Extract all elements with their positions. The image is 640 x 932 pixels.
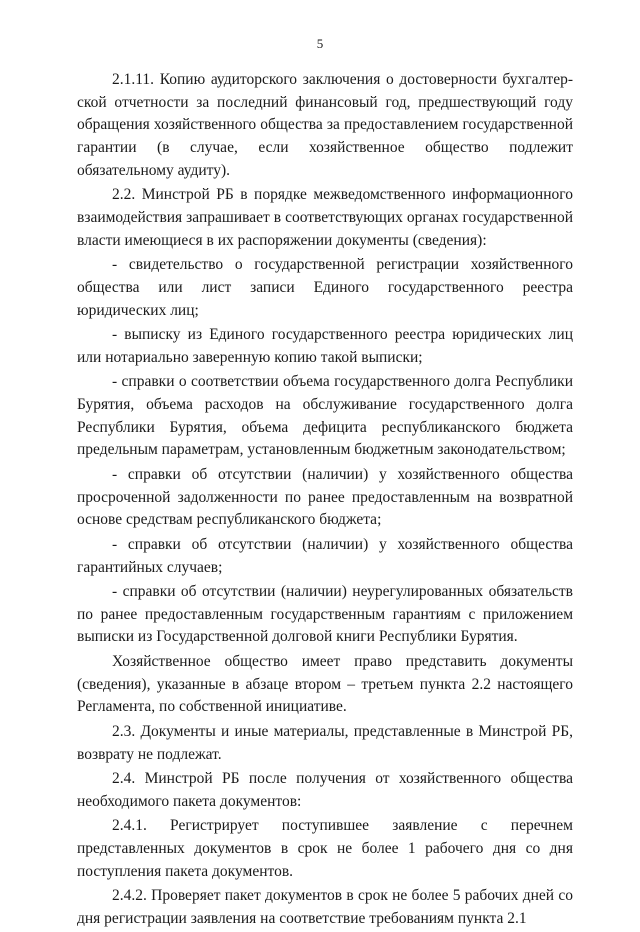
- paragraph-2-4-2: 2.4.2. Проверяет пакет документов в срок не более 5 рабочих дней со дня регистрации заявления на соответствие требованиям пункта 2.1: [77, 887, 573, 927]
- list-item-registry-extract: - выписку из Единого государственного реестра юридических лиц или нотариально заверенную копию такой выписки;: [77, 326, 573, 366]
- list-item-unsettled-obligations: - справки об отсутствии (наличии) неурегулированных обязательств по ранее предоставленным государственным гарантиям с приложением выписки из Государственной долговой книги Республики Бурятия.: [77, 583, 573, 646]
- paragraph-2-4-1: 2.4.1. Регистрирует поступившее заявление с перечнем представленных документов в срок не более 1 рабочего дня со дня поступления пакета документов.: [77, 817, 573, 880]
- paragraph-2-3: 2.3. Документы и иные материалы, представленные в Минстрой РБ, возврату не подлежат.: [77, 722, 573, 763]
- list-item-registration-certificate: - свидетельство о государственной регистрации хозяйственного общества или лист записи Единого государственного реестра юридических лиц;: [77, 256, 573, 319]
- paragraph-own-initiative: Хозяйственное общество имеет право представить документы (сведения), указанные в абзаце втором – третьем пункта 2.2 настоящего Регламента, по собственной инициативе.: [77, 652, 573, 716]
- document-body: [77, 69, 573, 932]
- list-item-overdue-debt: - справки об отсутствии (наличии) у хозяйственного общества просроченной задолженности по ранее предоставленным на возвратной основе средствам республиканского бюджета;: [77, 465, 573, 529]
- paragraph-2-1-11: 2.1.11. Копию аудиторского заключения о достоверности бухгалтерской отчетности за последний финансовый год, предшествующий году обращения хозяйственного общества за предоставлением государственной гарантии (в случае, если хозяйственное общество подлежит обязательному аудиту).: [77, 71, 573, 179]
- list-item-guarantee-cases: - справки об отсутствии (наличии) у хозяйственного общества гарантийных случаев;: [77, 535, 573, 576]
- list-item-debt-compliance: - справки о соответствии объема государственного долга Республики Бурятия, объема расходов на обслуживание государственного долга Республики Бурятия, объема дефицита республиканского бюджета предельным параметрам, установленным бюджетным законодательством;: [77, 373, 573, 459]
- page-number: 5: [316, 36, 324, 51]
- paragraph-2-4: 2.4. Минстрой РБ после получения от хозяйственного общества необходимого пакета документов:: [77, 770, 573, 810]
- paragraph-2-2: 2.2. Минстрой РБ в порядке межведомственного информационного взаимодействия запрашивает в соответствующих органах государственной власти имеющиеся в их распоряжении документы (сведения):: [77, 186, 573, 249]
